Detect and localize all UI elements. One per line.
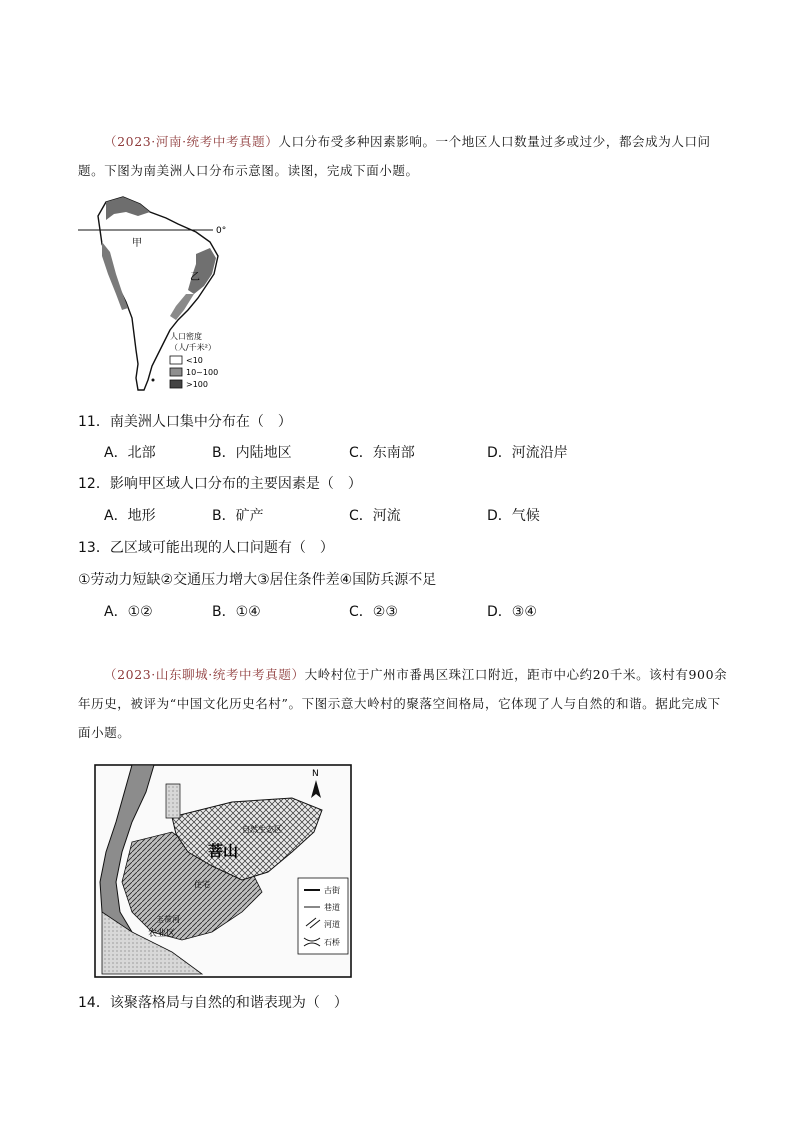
legend-item: >100 [186,380,208,389]
north-label: N [312,769,319,779]
mountain-label: 菩山 [208,842,239,860]
equator-label: 0° [216,226,227,236]
region-a-label: 甲 [132,238,142,249]
legend-unit: （人/千米²） [170,343,216,352]
q13-option-a[interactable]: A．①② [104,604,153,620]
village-layout-map [92,762,354,980]
source-tag: （2023·山东聊城·统考中考真题） [104,667,305,682]
q12-option-b[interactable]: B．矿产 [212,508,264,524]
nature-zone-label: 自然生态区 [242,825,282,834]
legend-item: 河道 [324,920,340,929]
q12-option-a[interactable]: A．地形 [104,508,156,524]
legend-item: <10 [186,356,203,365]
q11-option-c[interactable]: C．东南部 [349,445,415,461]
source-tag: （2023·河南·统考中考真题） [104,134,279,149]
passage-text: 大岭村位于广州市番禺区珠江口附近，距市中心约20千米。该村有900余年历史，被评为“中国文化历史名村”。下图示意大岭村的聚落空间格局，它体现了人与自然的和谐。据此完成下面小题。 [78,667,728,740]
legend-title: 人口密度 [170,332,202,341]
q12-option-d[interactable]: D．气候 [487,508,540,524]
q11-option-b[interactable]: B．内陆地区 [212,445,292,461]
passage-text: 人口分布受多种因素影响。一个地区人口数量过多或过少，都会成为人口问题。下图为南美洲人口分布示意图。读图，完成下面小题。 [78,134,711,178]
legend-item: 石桥 [324,938,340,947]
q13-option-d[interactable]: D．③④ [487,604,537,620]
region-b-label: 乙 [190,272,200,283]
farm-label: 农业区 [148,929,176,939]
residential-label: 住宅 [194,880,210,889]
legend-item: 古街 [324,886,340,895]
question-13-stem: 13．乙区域可能出现的人口问题有（ ） [78,540,334,556]
q13-option-c[interactable]: C．②③ [349,604,398,620]
q13-option-b[interactable]: B．①④ [212,604,261,620]
question-14-stem: 14．该聚落格局与自然的和谐表现为（ ） [78,995,348,1011]
passage-2 [78,660,728,747]
q11-option-d[interactable]: D．河流沿岸 [487,445,568,461]
q11-option-a[interactable]: A．北部 [104,445,156,461]
question-12-stem: 12．影响甲区域人口分布的主要因素是（ ） [78,476,362,492]
legend-item: 10~100 [186,368,219,377]
q12-option-c[interactable]: C．河流 [349,508,401,524]
passage-1 [78,127,728,185]
river-label: 玉带河 [156,915,180,924]
south-america-map [78,194,238,396]
question-13-statements: ①劳动力短缺②交通压力增大③居住条件差④国防兵源不足 [78,572,437,588]
legend-item: 巷道 [324,903,340,912]
question-11-stem: 11．南美洲人口集中分布在（ ） [78,414,292,430]
